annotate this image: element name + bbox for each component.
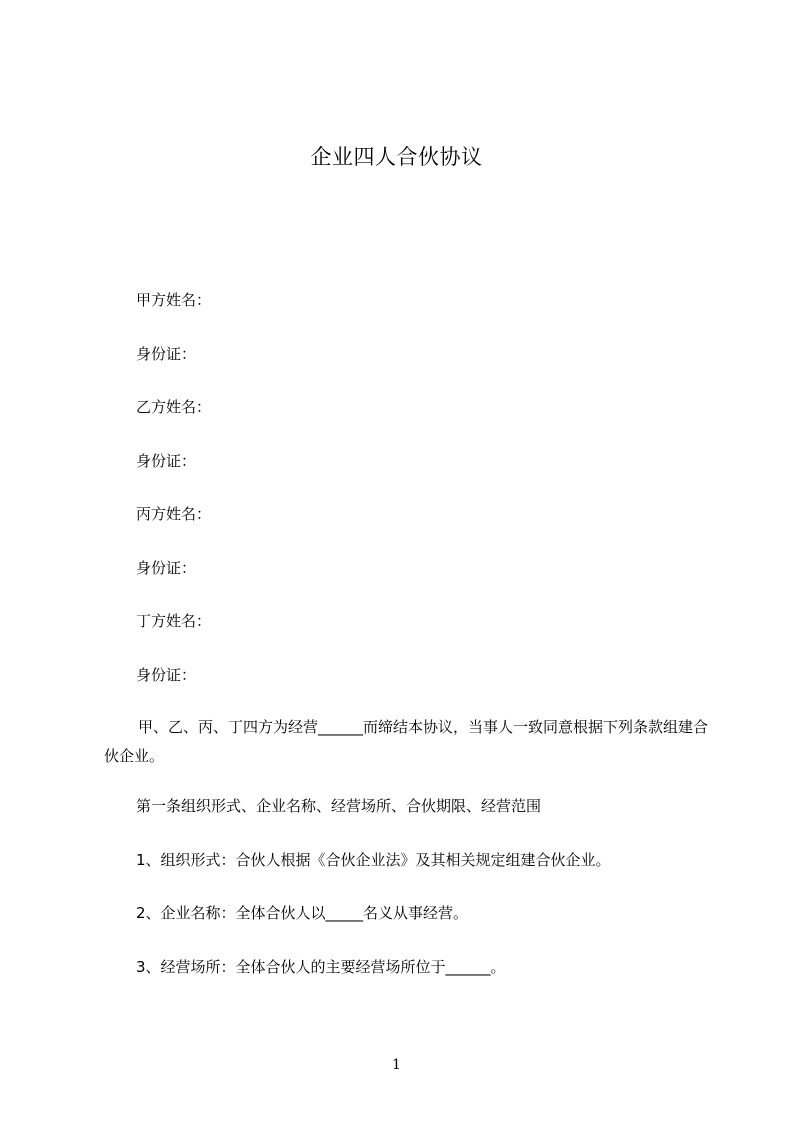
clause-enterprise-name: 2、企业名称：全体合伙人以_____名义从事经营。 xyxy=(136,904,469,922)
page-number: 1 xyxy=(392,1057,401,1073)
article-1-heading: 第一条组织形式、企业名称、经营场所、合伙期限、经营范围 xyxy=(136,797,542,815)
party-c-id-label: 身份证： xyxy=(136,559,197,577)
party-b-id-label: 身份证： xyxy=(136,452,197,470)
clause-business-premises: 3、经营场所：全体合伙人的主要经营场所位于______。 xyxy=(136,958,506,976)
intro-paragraph: 甲、乙、丙、丁四方为经营______而缔结本协议，当事人一致同意根据下列条款组建合伙企业。 xyxy=(104,718,709,765)
party-b-name-label: 乙方姓名： xyxy=(136,398,212,416)
party-d-name-label: 丁方姓名： xyxy=(136,612,212,630)
document-title: 企业四人合伙协议 xyxy=(310,145,483,169)
party-c-name-label: 丙方姓名： xyxy=(136,505,212,523)
clause-organization-form: 1、组织形式：合伙人根据《合伙企业法》及其相关规定组建合伙企业。 xyxy=(136,851,611,869)
party-a-id-label: 身份证： xyxy=(136,345,197,363)
party-a-name-label: 甲方姓名： xyxy=(136,291,212,309)
party-d-id-label: 身份证： xyxy=(136,666,197,684)
